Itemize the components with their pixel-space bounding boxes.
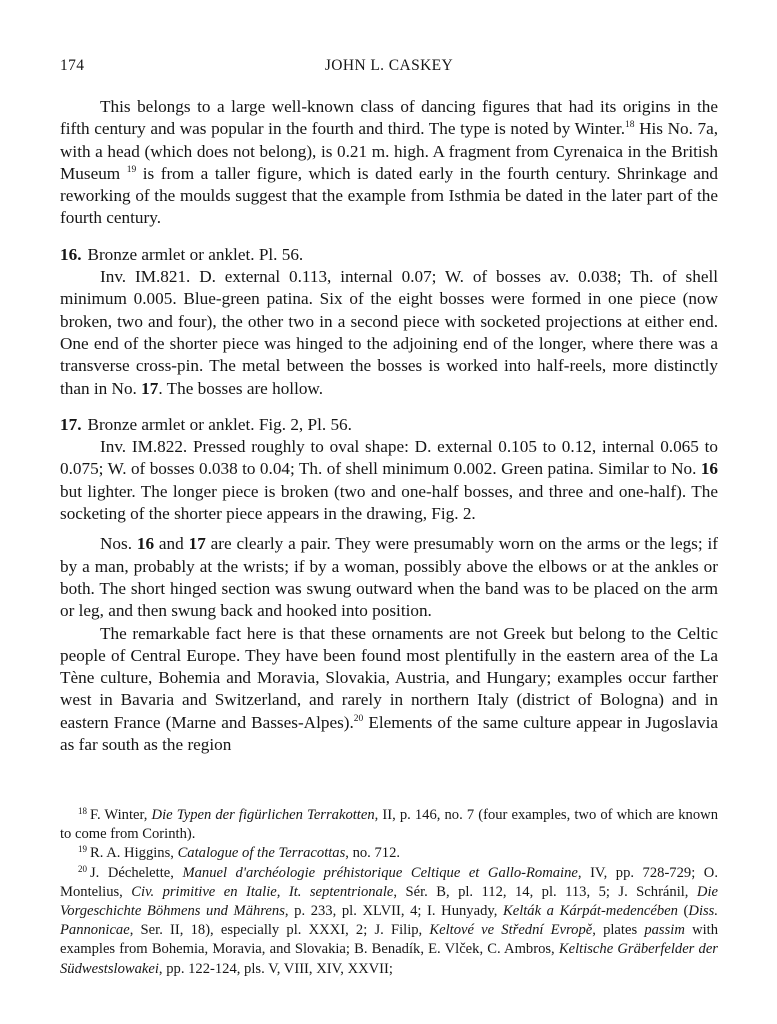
discussion-paragraph-1: Nos. 16 and 17 are clearly a pair. They were presumably worn on the arms or the legs; if by a man, probably at the wrists; if by a woman, possibly above the elbows or at the ankles or both. The short hinged section was swung outward when the band was to be placed on the arm or leg, and then swung back and hooked into position.: [60, 534, 718, 621]
footnote-ref-19[interactable]: 19: [126, 164, 137, 175]
main-text: [60, 96, 718, 756]
footnote-ref-20[interactable]: 20: [353, 713, 364, 724]
catalogue-entry-16-heading: [60, 244, 718, 266]
footnotes: [60, 806, 718, 979]
cross-ref-17: 17: [141, 378, 159, 398]
catalogue-entry-17-heading: [60, 414, 718, 436]
catalogue-entry-17-description: Inv. IM.822. Pressed roughly to oval shape: D. external 0.105 to 0.12, internal 0.065 to 0.075; W. of bosses 0.038 to 0.04; Th. of shell minimum 0.002. Green patina. Similar to No. 16 but lighter. The longer piece is broken (two and one-half bosses, and three and one-half). The socketing of the shorter piece appears in the drawing, Fig. 2.: [60, 437, 718, 524]
footnote-20: $^{20}$ J. Déchelette, Manuel d'archéologie préhistorique Celtique et Gallo-Romaine, IV, pp. 728-729; O. Montelius, Civ. primitive en Italie, It. septentrionale, Sér. B, pl. 112, 14, pl. 113, 5; J. Schránil, Die Vorgeschichte Böhmens und Mährens, p. 233, pl. XLVII, 4; I. Hunyady, Kelták a Kárpát-medencében (Diss. Pannonicae, Ser. II, 18), especially pl. XXXI, 2; J. Filip, Keltové ve Střední Evropě, plates passim with examples from Bohemia, Moravia, and Slovakia; B. Benadík, E. Vlček, C. Ambros, Keltische Gräberfelder der Südwestslowakei, pp. 122-124, pls. V, VIII, XIV, XXVII;: [60, 863, 719, 977]
running-head: JOHN L. CASKEY: [324, 57, 454, 74]
cross-ref-16: 16: [700, 459, 718, 479]
entry-title-16: Bronze armlet or anklet. Pl. 56.: [87, 244, 304, 264]
entry-title-17: Bronze armlet or anklet. Fig. 2, Pl. 56.: [87, 414, 352, 434]
footnote-19: $^{19}$ R. A. Higgins, Catalogue of the Terracottas, no. 712.: [78, 844, 401, 862]
footnote-18: $^{18}$ F. Winter, Die Typen der figürlichen Terrakotten, II, p. 146, no. 7 (four examples, two of which are known to come from Corinth).: [60, 806, 718, 843]
catalogue-entry-16-description: Inv. IM.821. D. external 0.113, internal 0.07; W. of bosses av. 0.038; Th. of shell minimum 0.005. Blue-green patina. Six of the eight bosses were formed in one piece (now broken, two and four), the other two in a second piece with socketed projections at either end. One end of the shorter piece was hinged to the adjoining end of the longer, where there was a transverse cross-pin. The metal between the bosses is worked into half-reels, more distinctly than in No. 17. The bosses are hollow.: [60, 267, 718, 398]
footnote-ref-18[interactable]: 18: [625, 120, 635, 131]
page-number: 174: [60, 57, 85, 74]
entry-number-16: 16.: [60, 244, 82, 264]
entry-number-17: 17.: [60, 414, 82, 434]
discussion-paragraph-2: The remarkable fact here is that these ornaments are not Greek but belong to the Celtic people of Central Europe. They have been found most plentifully in the eastern area of the La Tène culture, Bohemia and Moravia, Slovakia, Austria, and Hungary; examples occur farther west in Bavaria and Switzerland, and rarely in northern Italy (district of Bologna) and in eastern France (Marne and Basses-Alpes).$^{20}$ Elements of the same culture appear in Jugoslavia as far south as the region: [60, 623, 718, 755]
intro-paragraph: This belongs to a large well-known class of dancing figures that had its origins in the fifth century and was popular in the fourth and third. The type is noted by Winter.$^{18}$ His No. 7a, with a head (which does not belong), is 0.21 m. high. A fragment from Cyrenaica in the British Museum $^{19}$ is from a taller figure, which is dated early in the fourth century. Shrinkage and reworking of the moulds suggest that the example from Isthmia be dated in the later part of the fourth century.: [60, 97, 719, 228]
page-header: [60, 57, 718, 81]
